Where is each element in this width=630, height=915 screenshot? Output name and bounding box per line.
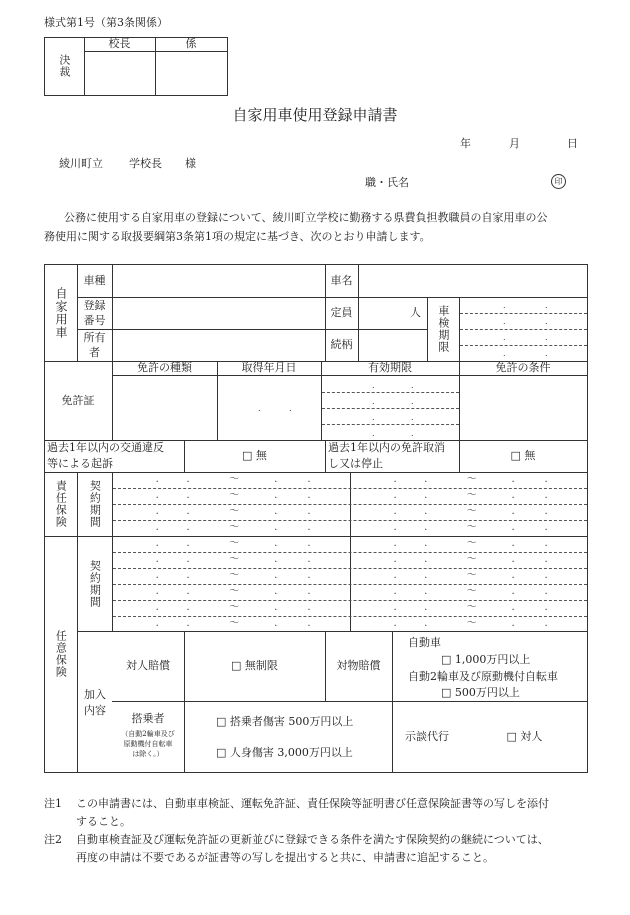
coverage-label-2: 内容: [84, 704, 106, 717]
period-separator-mark: .: [511, 522, 515, 533]
period-separator-mark: .: [186, 506, 190, 517]
period-separator-mark: .: [186, 602, 190, 613]
liability-period-label: 契約期間: [88, 480, 102, 528]
period-separator-mark: .: [393, 586, 397, 597]
period-separator-mark: .: [544, 490, 548, 501]
note-1-line-2: すること。: [76, 815, 131, 828]
unlimited-checkbox[interactable]: □ 無制限: [231, 659, 278, 673]
period-separator-mark: .: [274, 554, 278, 565]
range-tilde-mark: 〜: [466, 618, 477, 629]
period-separator-mark: .: [186, 586, 190, 597]
period-separator-mark: .: [155, 618, 159, 629]
period-separator-mark: .: [307, 570, 311, 581]
range-tilde-mark: 〜: [229, 570, 240, 581]
period-separator-mark: .: [155, 586, 159, 597]
personal-liability-label: 対人賠償: [126, 659, 170, 673]
period-separator-mark: .: [424, 618, 428, 629]
range-tilde-mark: 〜: [229, 602, 240, 613]
violation-right-2: し又は停止: [328, 457, 383, 470]
period-separator-mark: .: [274, 586, 278, 597]
period-separator-mark: .: [186, 474, 190, 485]
period-separator-mark: .: [511, 506, 515, 517]
period-separator-mark: .: [393, 490, 397, 501]
period-separator-mark: .: [307, 506, 311, 517]
voluntary-period-label: 契約期間: [88, 559, 102, 608]
addressee-sama: 様: [185, 157, 196, 170]
period-separator-mark: .: [544, 474, 548, 485]
period-separator-mark: .: [155, 538, 159, 549]
period-separator-mark: .: [155, 522, 159, 533]
range-tilde-mark: 〜: [229, 474, 240, 485]
intro-line-2: 務使用に関する取扱要綱第3条第1項の規定に基づき、次のとおり申請します。: [44, 230, 431, 243]
applicant-label: 職・氏名: [365, 176, 409, 189]
addressee-principal: 学校長: [129, 157, 162, 170]
period-separator-mark: .: [274, 522, 278, 533]
period-separator-mark: .: [424, 538, 428, 549]
range-tilde-mark: 〜: [466, 602, 477, 613]
violation-none-checkbox[interactable]: □ 無: [242, 449, 267, 463]
period-separator-mark: .: [274, 490, 278, 501]
form-number: 様式第1号（第3条関係）: [44, 16, 168, 29]
capacity-label: 定員: [330, 306, 353, 320]
period-separator-mark: .: [186, 538, 190, 549]
period-separator-mark: .: [424, 602, 428, 613]
addressee-town: 綾川町立: [59, 157, 103, 170]
period-separator-mark: .: [274, 506, 278, 517]
period-separator-mark: .: [511, 474, 515, 485]
range-tilde-mark: 〜: [466, 506, 477, 517]
period-separator-mark: .: [155, 474, 159, 485]
note-1-line-1: この申請書には、自動車車検証、運転免許証、責任保険等証明書び任意保険証書等の写しを添付: [76, 797, 549, 810]
period-separator-mark: .: [155, 570, 159, 581]
period-separator-mark: .: [155, 506, 159, 517]
range-tilde-mark: 〜: [229, 586, 240, 597]
period-separator-mark: .: [393, 554, 397, 565]
period-separator-mark: .: [511, 570, 515, 581]
period-separator-mark: .: [186, 554, 190, 565]
passenger-injury-checkbox[interactable]: □ 搭乗者傷害 500万円以上: [216, 715, 354, 728]
period-separator-mark: .: [544, 586, 548, 597]
period-separator-mark: .: [393, 522, 397, 533]
range-tilde-mark: 〜: [466, 586, 477, 597]
property-10m-checkbox[interactable]: □ 1,000万円以上: [441, 653, 531, 666]
period-separator-mark: .: [424, 474, 428, 485]
period-separator-mark: .: [393, 618, 397, 629]
period-separator-mark: .: [544, 522, 548, 533]
period-separator-mark: .: [155, 602, 159, 613]
range-tilde-mark: 〜: [229, 490, 240, 501]
range-tilde-mark: 〜: [466, 490, 477, 501]
period-separator-mark: .: [424, 554, 428, 565]
range-tilde-mark: 〜: [466, 538, 477, 549]
violation-left-1: 過去1年以内の交通違反: [47, 441, 164, 454]
staff-col: 係: [185, 37, 197, 51]
license-acquired-header: 取得年月日: [241, 361, 297, 375]
period-separator-mark: .: [511, 602, 515, 613]
period-separator-mark: .: [274, 618, 278, 629]
period-separator-mark: .: [393, 538, 397, 549]
owner-label-2: 者: [89, 345, 100, 359]
date-year: 年: [460, 137, 471, 150]
period-separator-mark: .: [307, 554, 311, 565]
period-separator-mark: .: [155, 490, 159, 501]
liability-section-label: 責任保険: [54, 480, 68, 528]
period-separator-mark: .: [307, 474, 311, 485]
period-separator-mark: .: [544, 602, 548, 613]
note-2-number: 注2: [44, 833, 62, 846]
period-separator-mark: .: [393, 602, 397, 613]
period-separator-mark: .: [186, 490, 190, 501]
period-separator-mark: .: [307, 602, 311, 613]
inspection-deadline-label: 車検期限: [436, 305, 450, 353]
period-separator-mark: .: [424, 570, 428, 581]
license-conditions-header: 免許の条件: [495, 361, 551, 375]
period-separator-mark: .: [511, 586, 515, 597]
range-tilde-mark: 〜: [466, 474, 477, 485]
property-liability-label: 対物賠償: [336, 659, 381, 673]
period-separator-mark: .: [544, 554, 548, 565]
period-separator-mark: .: [393, 506, 397, 517]
period-separator-mark: .: [544, 506, 548, 517]
personal-injury-checkbox[interactable]: □ 人身傷害 3,000万円以上: [216, 746, 353, 759]
approval-label: 決裁: [57, 54, 71, 78]
passenger-note-2: 原動機付自転車: [123, 740, 173, 748]
period-separator-mark: .: [544, 538, 548, 549]
period-separator-mark: .: [307, 522, 311, 533]
intro-line-1: 公務に使用する自家用車の登録について、綾川町立学校に勤務する県費負担教職員の自家用車の公: [64, 211, 548, 224]
period-separator-mark: .: [511, 618, 515, 629]
registration-label-2: 番号: [83, 313, 106, 327]
property-5m-checkbox[interactable]: □ 500万円以上: [441, 686, 520, 699]
period-separator-mark: .: [511, 554, 515, 565]
period-separator-mark: .: [424, 522, 428, 533]
period-separator-mark: .: [186, 570, 190, 581]
license-valid-header: 有効期限: [368, 361, 412, 375]
owner-label-1: 所有: [83, 330, 106, 344]
principal-col: 校長: [108, 37, 131, 51]
page-title: 自家用車使用登録申請書: [232, 106, 398, 124]
period-separator-mark: .: [544, 618, 548, 629]
period-separator-mark: .: [155, 554, 159, 565]
period-separator-mark: .: [274, 602, 278, 613]
period-separator-mark: .: [393, 474, 397, 485]
period-separator-mark: .: [424, 490, 428, 501]
vehicle-name-label: 車名: [330, 273, 353, 287]
range-tilde-mark: 〜: [466, 554, 477, 565]
license-section-label: 免許証: [61, 393, 95, 407]
violation-right-1: 過去1年以内の免許取消: [328, 441, 445, 454]
period-separator-mark: .: [274, 538, 278, 549]
date-day: 日: [567, 137, 578, 150]
period-separator-mark: .: [186, 618, 190, 629]
relation-label: 続柄: [330, 338, 353, 352]
settlement-personal-checkbox[interactable]: □ 対人: [506, 729, 543, 743]
vehicle-section-label: 自家用車: [54, 286, 68, 339]
period-separator-mark: .: [274, 570, 278, 581]
period-separator-mark: .: [393, 570, 397, 581]
period-separator-mark: .: [511, 538, 515, 549]
property-bike-label: 自動2輪車及び原動機付自転車: [408, 670, 558, 683]
note-2-line-1: 自動車検査証及び運転免許証の更新並びに登録できる条件を満たす保険契約の継続については、: [76, 833, 549, 846]
period-separator-mark: .: [424, 506, 428, 517]
settlement-agency-label: 示談代行: [405, 729, 449, 743]
range-tilde-mark: 〜: [229, 618, 240, 629]
registration-label-1: 登録: [83, 298, 106, 312]
coverage-label-1: 加入: [84, 688, 106, 701]
passenger-note-3: は除く。）: [132, 750, 164, 758]
range-tilde-mark: 〜: [229, 554, 240, 565]
passenger-label: 搭乗者: [131, 712, 165, 725]
passenger-note-1: （自動2輪車及び: [121, 730, 175, 738]
period-separator-mark: .: [186, 522, 190, 533]
note-2-line-2: 再度の申請は不要であるが証書等の写しを提出すると共に、申請書に追記すること。: [76, 851, 494, 864]
vehicle-type-label: 車種: [83, 273, 106, 287]
range-tilde-mark: 〜: [229, 522, 240, 533]
violation-left-2: 等による起訴: [47, 457, 113, 470]
period-separator-mark: .: [424, 586, 428, 597]
range-tilde-mark: 〜: [466, 570, 477, 581]
range-tilde-mark: 〜: [466, 522, 477, 533]
range-tilde-mark: 〜: [229, 506, 240, 517]
period-separator-mark: .: [307, 490, 311, 501]
period-separator-mark: .: [307, 586, 311, 597]
period-separator-mark: .: [511, 490, 515, 501]
period-separator-mark: .: [274, 474, 278, 485]
note-1-number: 注1: [44, 797, 62, 810]
license-kind-header: 免許の種類: [137, 361, 192, 375]
voluntary-section-label: 任意保険: [54, 630, 68, 678]
capacity-unit: 人: [410, 306, 421, 320]
seal-icon: 印: [551, 174, 566, 189]
period-separator-mark: .: [544, 570, 548, 581]
date-month: 月: [509, 137, 520, 150]
period-separator-mark: .: [307, 618, 311, 629]
suspension-none-checkbox[interactable]: □ 無: [510, 449, 536, 463]
period-separator-mark: .: [307, 538, 311, 549]
range-tilde-mark: 〜: [229, 538, 240, 549]
property-car-label: 自動車: [408, 636, 441, 649]
